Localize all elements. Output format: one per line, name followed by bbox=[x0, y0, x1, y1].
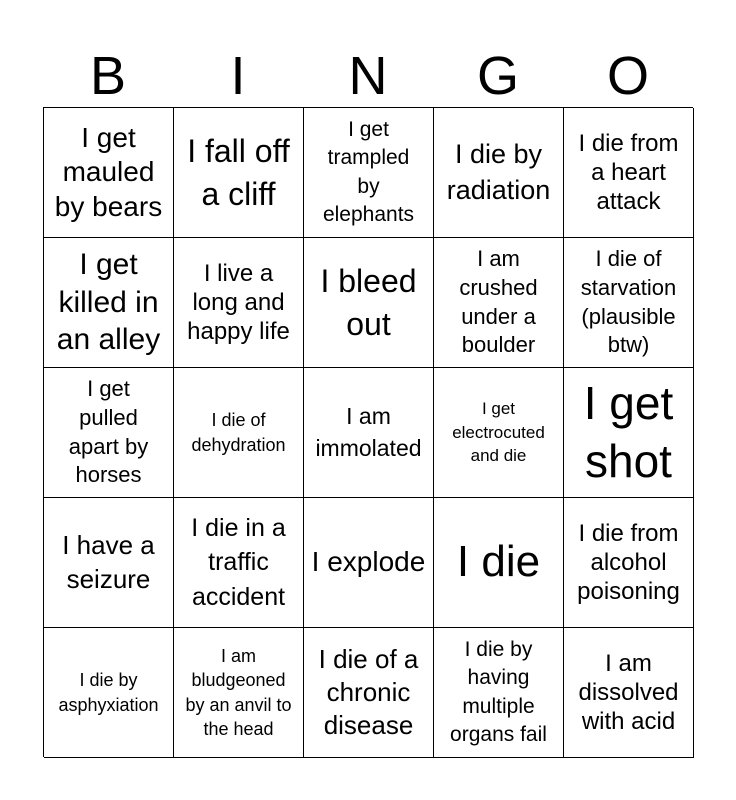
bingo-cell-text: I die by having multiple organs fail bbox=[450, 638, 547, 746]
bingo-cell[interactable] bbox=[434, 108, 564, 238]
bingo-cell[interactable] bbox=[44, 628, 174, 758]
bingo-cell[interactable] bbox=[304, 368, 434, 498]
bingo-card-grid bbox=[43, 107, 693, 757]
bingo-cell[interactable] bbox=[174, 498, 304, 628]
bingo-cell[interactable] bbox=[44, 108, 174, 238]
bingo-cell[interactable] bbox=[564, 498, 694, 628]
header-letter-i: I bbox=[230, 46, 246, 106]
bingo-cell-text: I get electrocuted and die bbox=[452, 398, 545, 466]
bingo-cell-text: I live a long and happy life bbox=[187, 259, 290, 346]
bingo-cell-text: I die by asphyxiation bbox=[58, 670, 159, 715]
bingo-cell-text: I get mauled by bears bbox=[54, 122, 163, 222]
bingo-cell-text: I bleed out bbox=[320, 263, 417, 342]
bingo-cell-text: I get trampled by elephants bbox=[322, 118, 415, 226]
bingo-cell[interactable] bbox=[304, 238, 434, 368]
header-letter-g: G bbox=[476, 46, 519, 106]
bingo-cell[interactable] bbox=[304, 108, 434, 238]
bingo-cell[interactable] bbox=[564, 108, 694, 238]
bingo-cell[interactable] bbox=[304, 498, 434, 628]
bingo-cell-text: I get pulled apart by horses bbox=[68, 376, 149, 488]
bingo-cell[interactable] bbox=[44, 368, 174, 498]
bingo-cell-text: I die bbox=[456, 537, 541, 587]
header-letter-o: O bbox=[606, 46, 649, 106]
bingo-cell[interactable] bbox=[434, 368, 564, 498]
bingo-cell-text: I get killed in an alley bbox=[56, 248, 161, 357]
bingo-cell[interactable] bbox=[44, 498, 174, 628]
bingo-cell-text: I get shot bbox=[583, 377, 674, 487]
bingo-cell-text: I have a seizure bbox=[62, 530, 155, 594]
bingo-cell[interactable] bbox=[564, 238, 694, 368]
bingo-cell-text: I am dissolved with acid bbox=[578, 649, 679, 736]
header-letter-n: N bbox=[348, 46, 388, 106]
bingo-cell-text: I die by radiation bbox=[446, 138, 551, 205]
bingo-cell-text: I die of a chronic disease bbox=[318, 643, 419, 741]
bingo-cell[interactable] bbox=[304, 628, 434, 758]
bingo-cell-text: I am immolated bbox=[315, 403, 422, 461]
bingo-cell-text: I am bludgeoned by an anvil to the head bbox=[185, 645, 292, 739]
bingo-header bbox=[43, 44, 693, 108]
bingo-cell[interactable] bbox=[564, 368, 694, 498]
bingo-cell[interactable] bbox=[564, 628, 694, 758]
bingo-cell-text: I explode bbox=[311, 546, 426, 578]
bingo-cell-text: I die from alcohol poisoning bbox=[577, 519, 680, 606]
bingo-cell[interactable] bbox=[174, 368, 304, 498]
bingo-cell-text: I die in a traffic accident bbox=[191, 513, 286, 611]
bingo-cell[interactable] bbox=[174, 628, 304, 758]
bingo-cell[interactable] bbox=[174, 108, 304, 238]
bingo-cell[interactable] bbox=[434, 238, 564, 368]
bingo-cell-text: I am crushed under a boulder bbox=[459, 246, 538, 358]
bingo-cell[interactable] bbox=[44, 238, 174, 368]
bingo-cell-text: I die from a heart attack bbox=[578, 129, 679, 216]
bingo-cell[interactable] bbox=[174, 238, 304, 368]
bingo-cell-text: I die of starvation (plausible btw) bbox=[580, 246, 677, 358]
bingo-cell[interactable] bbox=[434, 498, 564, 628]
bingo-cell-text: I die of dehydration bbox=[191, 410, 286, 455]
header-letter-b: B bbox=[89, 46, 127, 106]
bingo-cell-text: I fall off a cliff bbox=[187, 133, 290, 212]
bingo-cell[interactable] bbox=[434, 628, 564, 758]
